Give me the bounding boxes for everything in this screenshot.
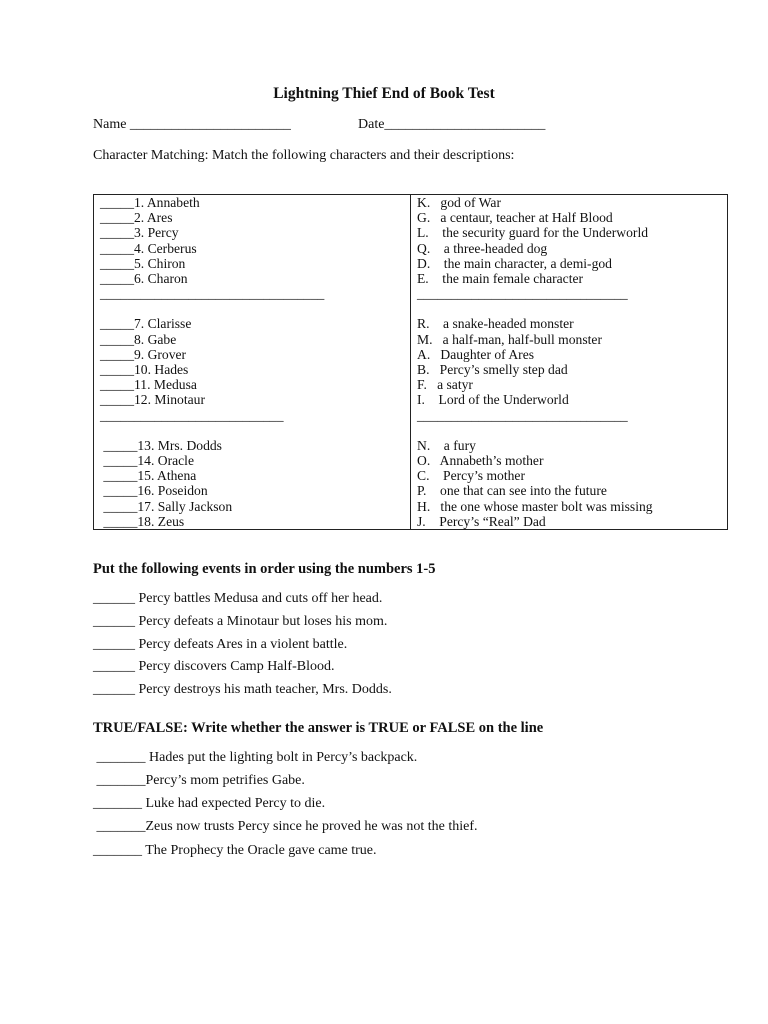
description-group [417, 195, 721, 301]
page-title: Lightning Thief End of Book Test [273, 85, 495, 102]
character-group [100, 316, 404, 422]
description-item: N. a fury [417, 437, 476, 453]
order-item: ______ Percy destroys his math teacher, Mrs. Dodds. [93, 682, 392, 697]
truefalse-section-heading: TRUE/FALSE: Write whether the answer is TRUE or FALSE on the line [93, 720, 544, 736]
description-item: K. god of War [417, 195, 501, 210]
character-group [100, 195, 404, 301]
character-item: _____14. Oracle [100, 453, 194, 469]
truefalse-item: _______ Hades put the lighting bolt in Percy’s backpack. [93, 750, 418, 765]
description-item: J. Percy’s “Real” Dad [417, 513, 546, 529]
description-item: M. a half-man, half-bull monster [417, 331, 602, 347]
character-item: _____2. Ares [100, 210, 173, 226]
character-item: _____6. Charon [100, 271, 188, 287]
character-item: _____10. Hades [100, 362, 189, 378]
description-item: O. Annabeth’s mother [417, 453, 544, 469]
character-item: _____8. Gabe [100, 331, 177, 347]
separator-line: _________________________________ [100, 286, 325, 302]
descriptions-column [411, 195, 728, 530]
matching-table [93, 194, 728, 530]
truefalse-item: _______ The Prophecy the Oracle gave came true. [93, 843, 377, 858]
character-item: _____13. Mrs. Dodds [100, 437, 222, 453]
order-item: ______ Percy defeats Ares in a violent battle. [93, 637, 348, 652]
description-group [417, 438, 721, 529]
description-item: A. Daughter of Ares [417, 346, 535, 362]
description-item: R. a snake-headed monster [417, 316, 574, 332]
truefalse-item: _______Percy’s mom petrifies Gabe. [93, 773, 305, 788]
truefalse-item: _______ Luke had expected Percy to die. [93, 796, 326, 811]
description-group [417, 316, 721, 422]
description-item: I. Lord of the Underworld [417, 392, 569, 408]
character-group [100, 438, 404, 529]
truefalse-item: _______Zeus now trusts Percy since he proved he was not the thief. [93, 819, 478, 834]
matching-instruction: Character Matching: Match the following characters and their descriptions: [93, 148, 515, 163]
character-item: _____15. Athena [100, 468, 197, 484]
description-item: L. the security guard for the Underworld [417, 225, 649, 241]
order-item: ______ Percy discovers Camp Half-Blood. [93, 659, 335, 674]
character-item: _____9. Grover [100, 346, 187, 362]
character-item: _____7. Clarisse [100, 316, 192, 332]
character-item: _____3. Percy [100, 225, 179, 241]
description-item: H. the one whose master bolt was missing [417, 498, 653, 514]
description-item: B. Percy’s smelly step dad [417, 362, 568, 378]
description-item: Q. a three-headed dog [417, 240, 548, 256]
character-item: _____4. Cerberus [100, 240, 197, 256]
description-item: D. the main character, a demi-god [417, 255, 612, 271]
order-section-heading: Put the following events in order using the numbers 1-5 [93, 561, 436, 577]
description-item: E. the main female character [417, 271, 584, 287]
description-item: C. Percy’s mother [417, 468, 525, 484]
order-item: ______ Percy defeats a Minotaur but loses his mom. [93, 614, 388, 629]
character-item: _____16. Poseidon [100, 483, 208, 499]
character-item: _____18. Zeus [100, 513, 185, 529]
character-item: _____11. Medusa [100, 377, 197, 393]
separator-line: ___________________________ [100, 407, 284, 423]
separator-line: _______________________________ [417, 407, 628, 423]
order-item: ______ Percy battles Medusa and cuts off her head. [93, 591, 383, 606]
name-field: Name _______________________ [93, 117, 291, 132]
separator-line: _______________________________ [417, 286, 628, 302]
date-field: Date_______________________ [358, 117, 546, 132]
character-item: _____5. Chiron [100, 255, 186, 271]
description-item: G. a centaur, teacher at Half Blood [417, 210, 613, 226]
characters-column [94, 195, 411, 530]
description-item: F. a satyr [417, 377, 473, 393]
description-item: P. one that can see into the future [417, 483, 607, 499]
character-item: _____12. Minotaur [100, 392, 205, 408]
character-item: _____1. Annabeth [100, 195, 200, 210]
character-item: _____17. Sally Jackson [100, 498, 233, 514]
